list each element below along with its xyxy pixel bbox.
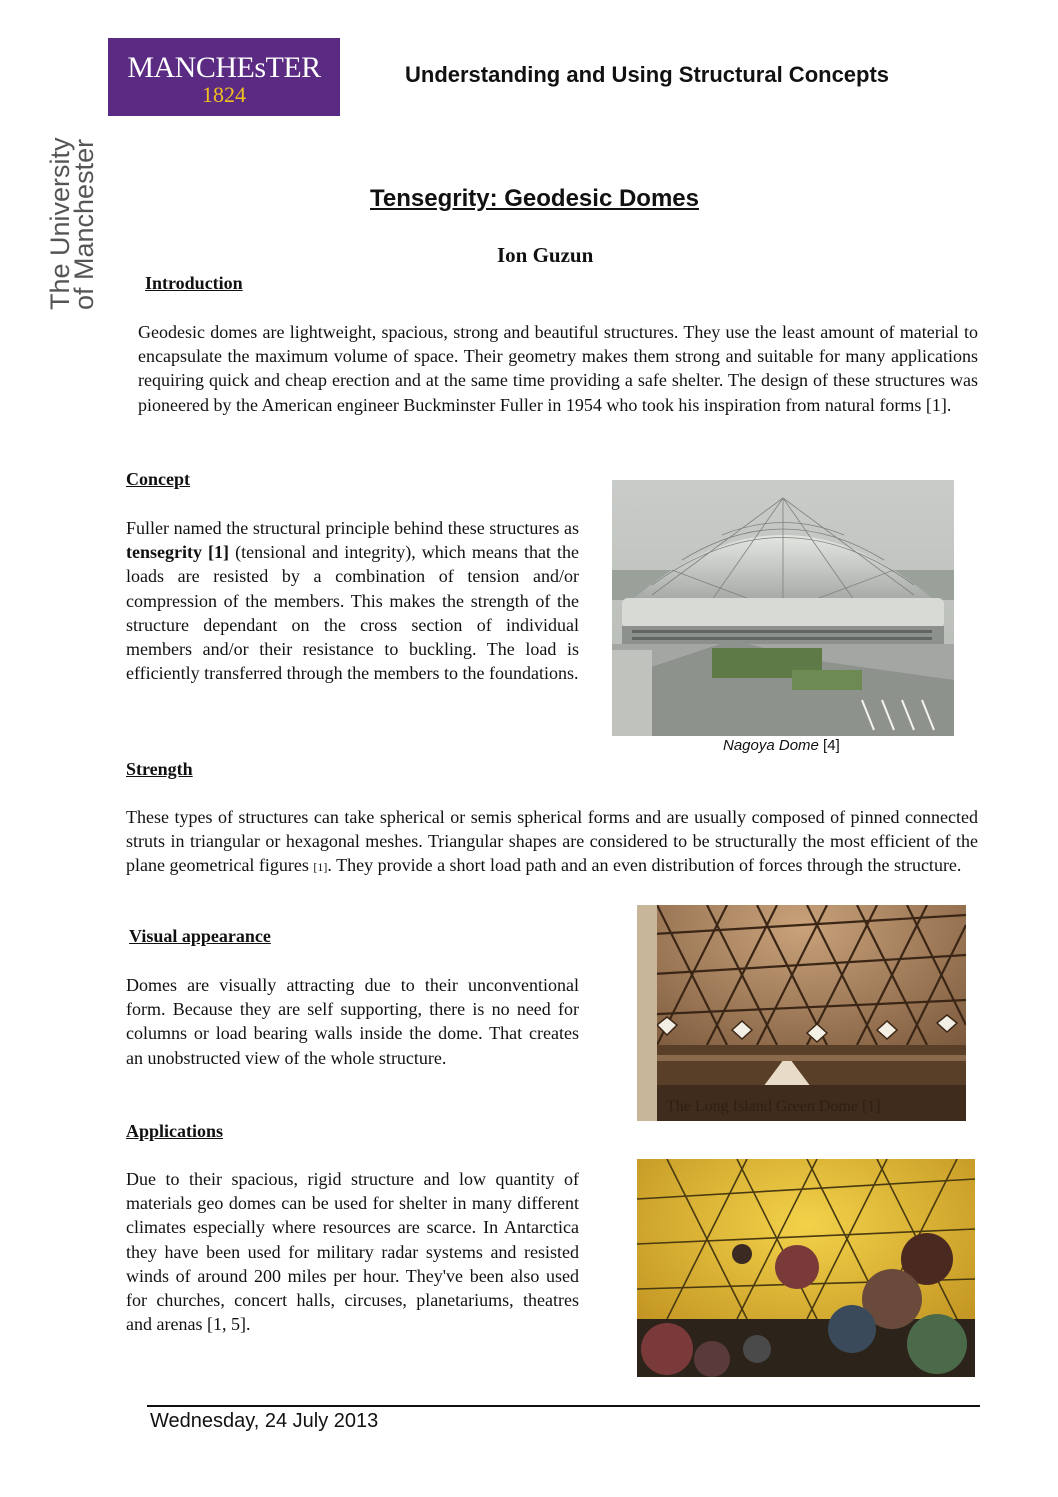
document-author: Ion Guzun xyxy=(497,243,594,267)
nagoya-dome-photo xyxy=(612,480,954,736)
visual-heading: Visual appearance xyxy=(129,926,271,946)
nagoya-dome-caption xyxy=(723,737,840,754)
wordmark-line-1: The University xyxy=(45,137,75,310)
university-wordmark xyxy=(45,110,99,310)
document-title: Tensegrity: Geodesic Domes xyxy=(370,185,699,212)
concept-text xyxy=(126,516,579,685)
long-island-dome-photo xyxy=(637,905,966,1121)
visual-text: Domes are visually attracting due to their unconventional form. Because they are self supporting, there is no need for columns or load bearing walls inside the dome. That creates an unobstructed view of the whole structure. xyxy=(126,975,579,1068)
applications-text: Due to their spacious, rigid structure and low quantity of materials geo domes can be used for shelter in many different climates especially where resources are scarce. In Antarctica they have been used for military radar systems and resisted winds of around 200 miles per hour. They've been also used for churches, concert halls, circuses, planetariums, theatres and arenas [1, 5]. xyxy=(126,1169,579,1335)
logo-year: 1824 xyxy=(202,82,246,107)
concept-text-bold: tensegrity [1] xyxy=(126,542,230,563)
strength-text xyxy=(126,805,978,880)
strength-text-part-1: These types of structures can take spherical or semis spherical forms and are usually composed of pinned connected struts in triangular or hexagonal meshes. Triangular shapes are considered to be structurally the most efficient of the plane geometrical figures xyxy=(126,807,978,876)
applications-heading: Applications xyxy=(126,1121,224,1141)
logo-name: MANCHEsTER xyxy=(127,51,321,84)
footer-rule xyxy=(147,1405,980,1407)
strength-text-ref: [1] xyxy=(313,860,328,875)
header-title: Understanding and Using Structural Concepts xyxy=(405,62,890,87)
footer-date: Wednesday, 24 July 2013 xyxy=(150,1410,379,1432)
nagoya-caption-ref: [4] xyxy=(818,737,840,754)
long-island-dome-caption: The Long Island Green Dome [1] xyxy=(666,1098,881,1115)
concept-text-part-2: (tensional and integrity), which means that the loads are resisted by a combination of tension and/or compression of the members. This makes the strength of the structure dependant on the cross section of individual members and/or their resistance to buckling. The load is efficiently transferred through the members to the foundations. xyxy=(126,542,579,684)
concept-text-part-1: Fuller named the structural principle behind these structures as xyxy=(126,518,579,538)
university-logo xyxy=(108,38,340,116)
introduction-text: Geodesic domes are lightweight, spacious, strong and beautiful structures. They use the least amount of material to encapsulate the maximum volume of space. Their geometry makes them strong and suitable for many applications requiring quick and cheap erection and at the same time providing a safe shelter. The design of these structures was pioneered by the American engineer Buckminster Fuller in 1954 who took his inspiration from natural forms [1]. xyxy=(138,322,978,415)
introduction-heading: Introduction xyxy=(145,273,243,293)
strength-text-part-2: . They provide a short load path and an even distribution of forces through the structure. xyxy=(327,855,962,876)
yellow-dome-photo xyxy=(637,1159,975,1377)
wordmark-line-2: of Manchester xyxy=(69,138,99,310)
strength-heading: Strength xyxy=(126,759,193,779)
concept-heading: Concept xyxy=(126,469,190,489)
nagoya-caption-name: Nagoya Dome xyxy=(723,737,819,754)
